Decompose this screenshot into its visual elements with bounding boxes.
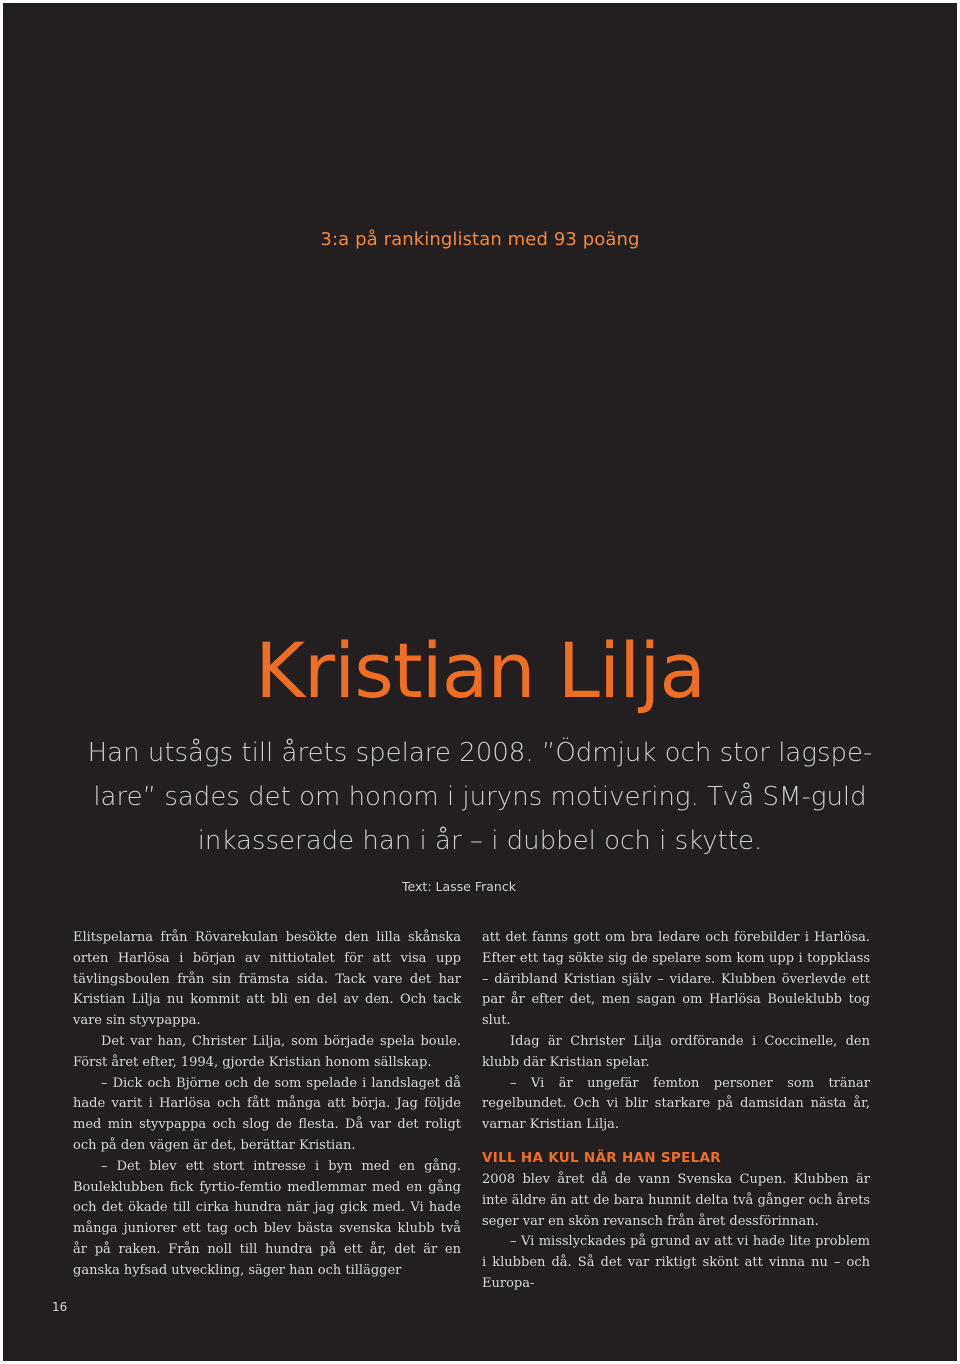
lead-paragraph [73,731,887,863]
page-number: 16 [52,1300,68,1314]
byline: Text: Lasse Franck [402,879,516,894]
body-paragraph: att det fanns gott om bra ledare och förebilder i Harlösa. Efter ett tag sökte sig de spelare som kom upp i toppklass – däribland Kristian själv – vidare. Klubben överlevde ett par år efter det, men sagan om Harlösa Bouleklubb tog slut. [482,930,870,1029]
left-column [73,928,461,1282]
lead-line-3: inkasserade han i år – i dubbel och i skytte. [197,826,763,856]
body-paragraph: Idag är Christer Lilja ordförande i Coccinelle, den klubb där Kristian spelar. [482,1033,870,1070]
body-paragraph: Det var han, Christer Lilja, som började spela boule. Först året efter, 1994, gjorde Kristian honom sällskap. [73,1033,461,1070]
body-paragraph: – Det blev ett stort intresse i byn med en gång. Bouleklubben fick fyrtio-femtio medlemmar med en gång och det ökade till cirka hundra när jag gick med. Vi hade många juniorer ett tag och blev bästa svenska klubb två år på raken. Från noll till hundra på ett år, det är en ganska hyfsad utveckling, säger han och tillägger [73,1158,461,1278]
body-paragraph: – Vi misslyckades på grund av att vi hade lite problem i klubben då. Så det var riktigt skönt att vinna nu – och Europa- [482,1234,870,1291]
kicker-text: 3:a på rankinglistan med 93 poäng [320,229,640,250]
body-paragraph: Elitspelarna från Rövarekulan besökte den lilla skånska orten Harlösa i början av nittiotalet för att visa upp tävlingsboulen från sin främsta sida. Tack vare det har Kristian Lilja nu kommit att bli en del av den. Och tack vare sin styvpappa. [73,930,461,1029]
body-paragraph: – Dick och Björne och de som spelade i landslaget då hade varit i Harlösa och fått många att börja. Jag följde med min styvpappa och slog de flesta. Då var det roligt och på den vägen är det, berättar Kristian. [73,1075,461,1153]
lead-line-1: Han utsågs till årets spelare 2008. ”Ödmjuk och stor lagspe- [87,738,873,768]
body-paragraph: 2008 blev året då de vann Svenska Cupen. Klubben är inte äldre än att de bara hunnit delta två gånger och årets seger var en skön revansch från året dessförinnan. [482,1171,870,1229]
right-column [482,928,870,1295]
magazine-page [3,3,957,1361]
lead-line-2: lare” sades det om honom i juryns motivering. Två SM-guld [93,782,867,812]
body-paragraph: – Vi är ungefär femton personer som tränar regelbundet. Och vi blir starkare på damsidan nästa år, varnar Kristian Lilja. [482,1075,870,1133]
section-subheading: VILL HA KUL NÄR HAN SPELAR [482,1149,721,1166]
article-title: Kristian Lilja [255,626,705,715]
